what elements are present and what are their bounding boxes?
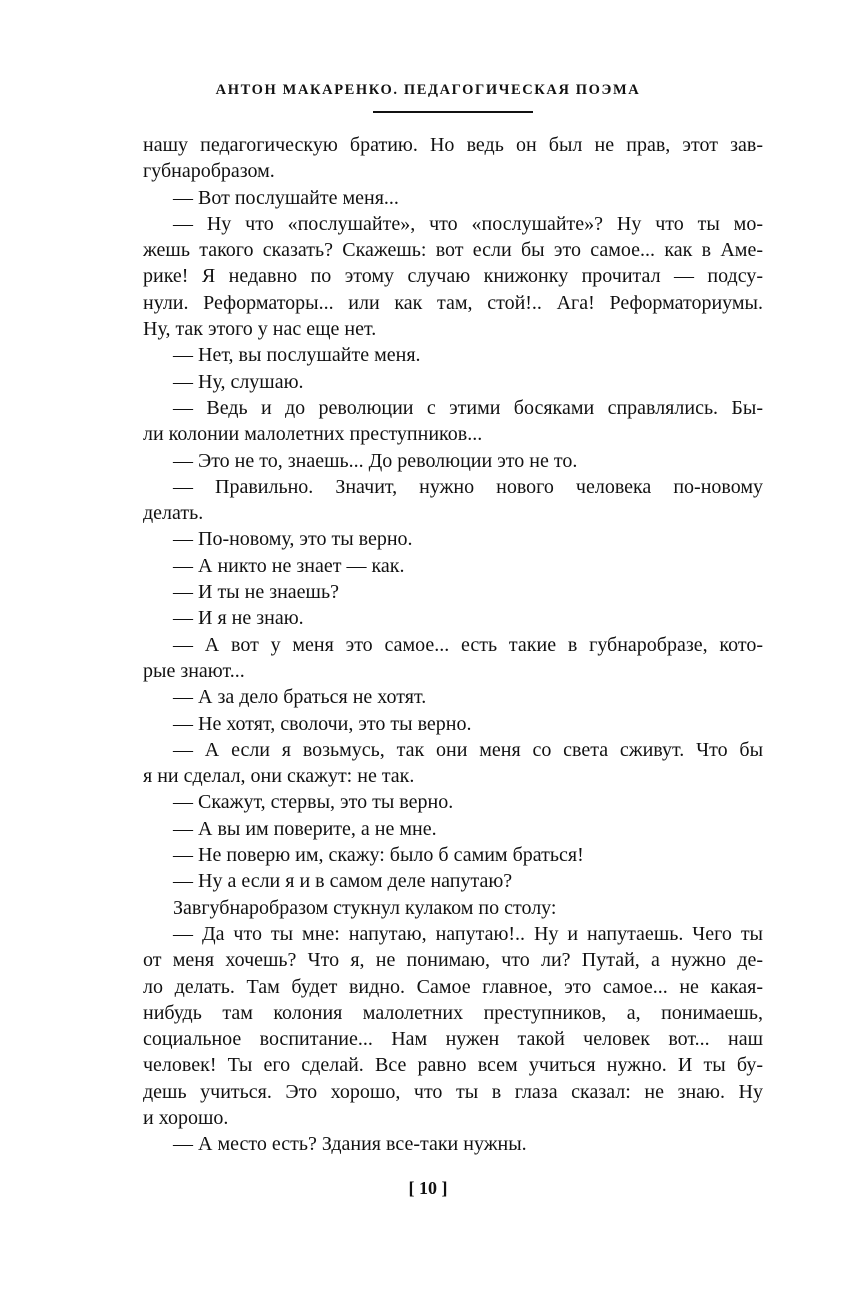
text-line: — Не хотят, сволочи, это ты верно. [173, 712, 472, 735]
text-line: — По-новому, это ты верно. [173, 528, 413, 551]
text-line: ло делать. Там будет видно. Самое главное, это самое... не какая- [143, 975, 763, 998]
text-line: — Скажут, стервы, это ты верно. [173, 791, 454, 814]
text-line: и хорошо. [143, 1106, 229, 1129]
text-line: Завгубнаробразом стукнул кулаком по столу: [173, 896, 557, 919]
header-rule [373, 111, 533, 113]
body-text [143, 132, 763, 1158]
text-line: ли колонии малолетних преступников... [143, 423, 483, 446]
text-line: — Нет, вы послушайте меня. [173, 344, 421, 367]
text-line: Ну, так этого у нас еще нет. [143, 318, 377, 341]
text-line: нули. Реформаторы... или как там, стой!.. Ага! Реформаториумы. [143, 291, 763, 314]
text-line: — А место есть? Здания все-таки нужны. [173, 1133, 527, 1156]
text-line: — Не поверю им, скажу: было б самим браться! [173, 844, 584, 867]
text-line: дешь учиться. Это хорошо, что ты в глаза сказал: не знаю. Ну [143, 1080, 763, 1103]
text-line: — Ведь и до революции с этими босяками справлялись. Бы- [173, 396, 763, 419]
text-line: рые знают... [143, 659, 245, 682]
text-line: — Правильно. Значит, нужно нового человека по-новому [173, 475, 763, 498]
text-line: социальное воспитание... Нам нужен такой человек вот... наш [143, 1028, 763, 1051]
text-line: делать. [143, 502, 204, 525]
text-line: рике! Я недавно по этому случаю книжонку прочитал — подсу- [143, 265, 763, 288]
text-line: — Да что ты мне: напутаю, напутаю!.. Ну и напутаешь. Чего ты [173, 922, 763, 945]
text-line: я ни сделал, они скажут: не так. [143, 765, 415, 788]
text-line: — А вот у меня это самое... есть такие в губнаробразе, кото- [173, 633, 763, 656]
text-line: — А вы им поверите, а не мне. [173, 817, 437, 840]
text-line: — А никто не знает — как. [173, 554, 405, 577]
text-line: жешь такого сказать? Скажешь: вот если бы это самое... как в Аме- [143, 239, 763, 262]
text-line: нибудь там колония малолетних преступников, а, понимаешь, [143, 1001, 763, 1024]
text-line: — А если я возьмусь, так они меня со света сживут. Что бы [173, 738, 763, 761]
text-line: — И ты не знаешь? [173, 581, 339, 604]
text-line: — Ну а если я и в самом деле напутаю? [173, 870, 513, 893]
text-line: человек! Ты его сделай. Все равно всем учиться нужно. И ты бу- [143, 1054, 763, 1077]
text-line: — Ну что «послушайте», что «послушайте»? Ну что ты мо- [173, 212, 763, 235]
text-line: — А за дело браться не хотят. [173, 686, 427, 709]
running-header: АНТОН МАКАРЕНКО. ПЕДАГОГИЧЕСКАЯ ПОЭМА [215, 82, 641, 98]
text-line: губнаробразом. [143, 160, 275, 183]
text-line: нашу педагогическую братию. Но ведь он был не прав, этот зав- [143, 134, 763, 156]
text-line: от меня хочешь? Что я, не понимаю, что ли? Путай, а нужно де- [143, 949, 763, 972]
text-line: — И я не знаю. [173, 607, 304, 630]
page-number: [ 10 ] [408, 1178, 448, 1198]
text-line: — Это не то, знаешь... До революции это не то. [173, 449, 578, 472]
text-line: — Ну, слушаю. [173, 370, 304, 393]
text-line: — Вот послушайте меня... [173, 186, 399, 209]
